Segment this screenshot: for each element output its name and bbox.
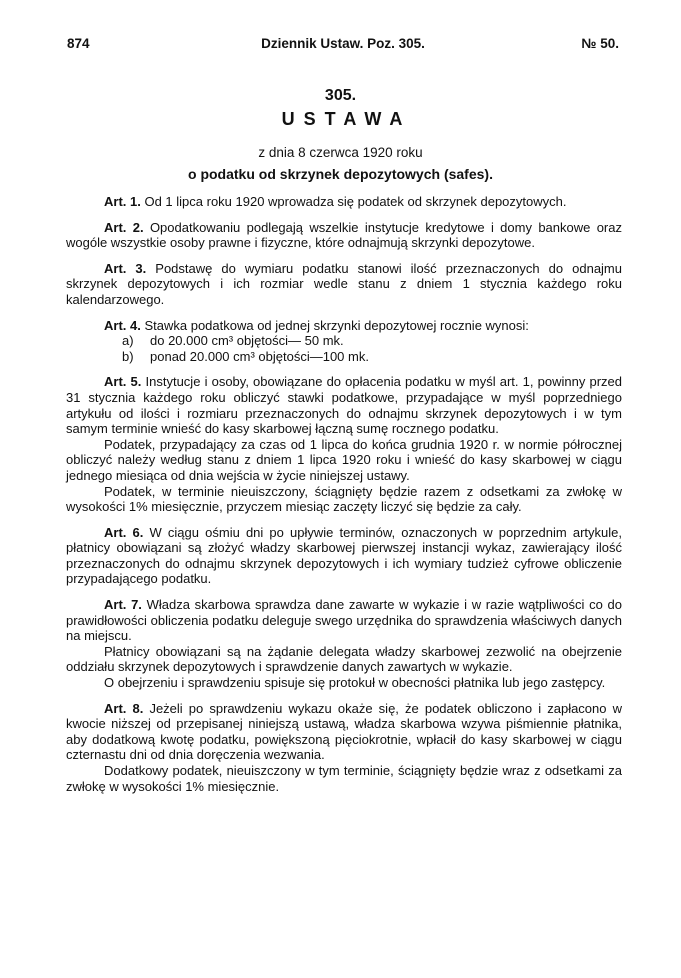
article-text: Stawka podatkowa od jednej skrzynki depozytowej rocznie wynosi: xyxy=(144,317,529,333)
article-text: Opodatkowaniu podlegają wszelkie instytucje kredytowe i domy bankowe oraz wogóle wszystkie osoby prawne i fizyczne, które odnajmują skrzynki depozytowe. xyxy=(66,219,622,251)
article-label: Art. 2. xyxy=(104,219,144,235)
item-text: ponad 20.000 cm³ objętości—100 mk. xyxy=(150,348,369,364)
article-2 xyxy=(66,220,622,251)
article-paragraph: Podatek, w terminie nieuiszczony, ściągnięty będzie razem z odsetkami za zwłokę w wysokości 1% miesięcznie, przyczem miesiąc zaczęty liczyć się będzie za cały. xyxy=(66,483,622,515)
article-paragraph: O obejrzeniu i sprawdzeniu spisuje się protokuł w obecności płatnika lub jego zastępcy. xyxy=(104,675,606,691)
issue-number: № 50. xyxy=(581,36,619,51)
article-3 xyxy=(66,261,622,308)
article-8 xyxy=(66,701,622,763)
journal-title: Dziennik Ustaw. Poz. 305. xyxy=(261,36,425,51)
article-text: Od 1 lipca roku 1920 wprowadza się podatek od skrzynek depozytowych. xyxy=(144,194,567,209)
article-label: Art. 8. xyxy=(104,700,144,716)
article-paragraph: Płatnicy obowiązani są na żądanie delegata władzy skarbowej zezwolić na obejrzenie oddziału skrzynek depozytowych i sprawdzenie danych zawartych w wykazie. xyxy=(66,643,622,675)
article-1 xyxy=(66,194,622,210)
running-header xyxy=(67,36,619,56)
article-label: Art. 7. xyxy=(104,597,142,613)
article-text: Jeżeli po sprawdzeniu wykazu okaże się, że podatek obliczono i zapłacono w kwocie niższej od przepisanej niniejszą ustawą, władza skarbowa wzywa piśmiennie płatnika, aby dodatkową kwotę podatku, powiększoną pięciokrotnie, wpłacił do kasy skarbowej w ciągu czternastu dni od dnia doręczenia wezwania. xyxy=(66,700,622,763)
article-label: Art. 6. xyxy=(104,524,144,540)
list-item xyxy=(66,333,622,349)
article-paragraph: Dodatkowy podatek, nieuiszczony w tym terminie, ściągnięty będzie wraz z odsetkami za zwłokę w wysokości 1% miesięcznie. xyxy=(66,763,622,794)
item-marker: b) xyxy=(122,348,134,364)
article-6 xyxy=(66,525,622,587)
article-4 xyxy=(66,318,622,334)
act-subject: o podatku od skrzynek depozytowych (safes). xyxy=(188,166,493,182)
article-paragraph: Podatek, przypadający za czas od 1 lipca do końca grudnia 1920 r. w normie półrocznej obliczyć należy według stanu z dniem 1 lipca 1920 roku i wnieść do kasy skarbowej w ciągu jednego miesiąca od dnia wejścia w życie niniejszej ustawy. xyxy=(66,436,622,483)
article-text: Podstawę do wymiaru podatku stanowi ilość przeznaczonych do odnajmu skrzynek depozytowych i ich rozmiar wedle stanu z dniem 1 stycznia każdego roku kalendarzowego. xyxy=(66,260,622,307)
article-label: Art. 3. xyxy=(104,260,147,276)
list-item xyxy=(66,349,622,365)
article-7 xyxy=(66,597,622,644)
act-title: USTAWA xyxy=(281,109,412,129)
page-number: 874 xyxy=(67,36,90,51)
article-5 xyxy=(66,374,622,436)
article-text: W ciągu ośmiu dni po upływie terminów, oznaczonych w poprzednim artykule, płatnicy obowiązani są złożyć władzy skarbowej pierwszej instancji wykaz, zawierający ilość przeznaczonych do odnajmu skrzynek depozytowych i ich wymiary tudzież cyfrowe obliczenie przypadającego podatku. xyxy=(66,524,622,587)
article-label: Art. 4. xyxy=(104,317,141,333)
item-text: do 20.000 cm³ objętości— 50 mk. xyxy=(150,333,344,349)
article-label: Art. 5. xyxy=(104,374,142,390)
rate-list xyxy=(66,333,622,364)
act-number: 305. xyxy=(324,87,357,104)
article-text: Instytucje i osoby, obowiązane do opłacenia podatku w myśl art. 1, powinny przed 31 stycznia każdego roku obliczyć stawki podatkowe, przypadające w myśl poprzedniego artykułu od ilości i rozmiaru przeznaczonych do odnajmu skrzynek depozytowych i w tym samym terminie wnieść do kasy skarbowej łączną sumę rocznego podatku. xyxy=(66,374,622,437)
act-body xyxy=(66,194,622,794)
item-marker: a) xyxy=(122,333,134,349)
act-date: z dnia 8 czerwca 1920 roku xyxy=(258,145,423,160)
article-text: Władza skarbowa sprawdza dane zawarte w wykazie i w razie wątpliwości co do prawidłowości obliczenia podatku deleguje swego urzędnika do sprawdzenia właściwych danych na miejscu. xyxy=(66,597,622,644)
article-label: Art. 1. xyxy=(104,194,141,209)
